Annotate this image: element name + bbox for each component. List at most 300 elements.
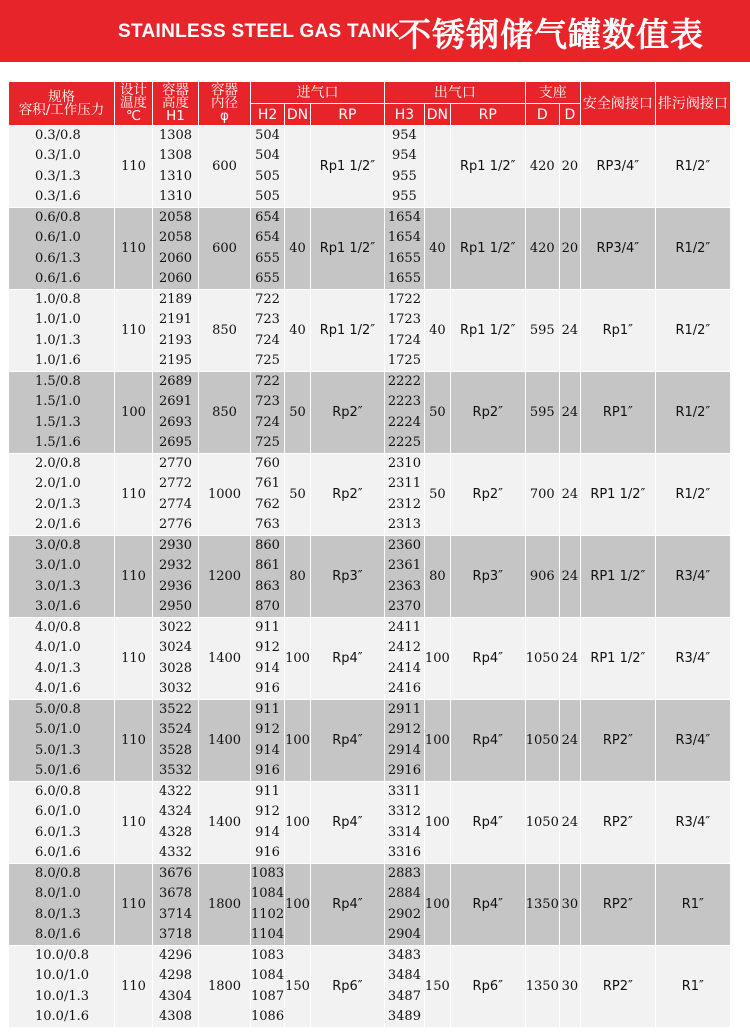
height-h1-cell (153, 700, 199, 782)
table-row (9, 700, 731, 782)
inlet-h2-value: 504 (255, 148, 280, 164)
height-h1-value: 1310 (158, 168, 193, 184)
height-h1-cell (153, 372, 199, 454)
inlet-dn-cell: 150 (285, 946, 311, 1028)
temp-cell: 110 (115, 864, 153, 946)
height-h1-cell (153, 618, 199, 700)
inlet-rp-cell: Rp4″ (310, 618, 384, 700)
spec-value: 1.0/1.0 (35, 312, 81, 328)
support-d2-cell: 30 (559, 864, 580, 946)
drain-port-cell: R3/4″ (655, 782, 730, 864)
support-d1-cell: 1050 (525, 782, 559, 864)
height-h1-value: 2195 (158, 352, 193, 368)
header-height-line3: H1 (166, 108, 185, 124)
outlet-h3-value: 1722 (387, 292, 421, 308)
outlet-dn-cell: 40 (424, 290, 450, 372)
inlet-h2-value: 654 (255, 230, 280, 246)
outlet-h3-value: 1655 (387, 270, 421, 286)
outlet-h3-value: 3483 (387, 948, 421, 964)
temp-cell: 110 (115, 454, 153, 536)
outlet-h3-value: 3489 (387, 1008, 421, 1024)
spec-value: 8.0/1.6 (35, 926, 81, 942)
outlet-h3-value: 3487 (387, 988, 421, 1004)
inlet-h2-cell (251, 208, 285, 290)
outlet-h3-value: 2916 (387, 762, 421, 778)
support-d1-cell: 420 (525, 208, 559, 290)
header-rp-out: RP (450, 104, 525, 126)
spec-value: 0.6/0.8 (35, 210, 81, 226)
safety-port-cell: RP2″ (580, 700, 655, 782)
header-spec (9, 82, 115, 126)
outlet-h3-value: 3314 (387, 824, 421, 840)
inlet-h2-value: 860 (255, 538, 280, 554)
outlet-h3-value: 2312 (387, 496, 421, 512)
outlet-h3-value: 2902 (387, 906, 421, 922)
spec-value: 6.0/0.8 (35, 784, 81, 800)
height-h1-value: 1308 (158, 148, 193, 164)
safety-port-cell: RP3/4″ (580, 208, 655, 290)
inlet-rp-cell: Rp4″ (310, 700, 384, 782)
inlet-dn-cell: 50 (285, 454, 311, 536)
inlet-h2-value: 916 (255, 762, 280, 778)
drain-port-cell: R1/2″ (655, 290, 730, 372)
header-dn-in: DN (285, 104, 311, 126)
height-h1-cell (153, 290, 199, 372)
outlet-rp-cell: Rp6″ (450, 946, 525, 1028)
outlet-h3-value: 1724 (387, 332, 421, 348)
height-h1-value: 4304 (158, 988, 193, 1004)
spec-cell (9, 946, 115, 1028)
height-h1-cell (153, 126, 199, 208)
inlet-h2-value: 724 (255, 332, 280, 348)
outlet-h3-value: 2363 (387, 578, 421, 594)
temp-cell: 110 (115, 126, 153, 208)
spec-value: 6.0/1.3 (35, 824, 81, 840)
diameter-cell: 1800 (199, 946, 251, 1028)
temp-cell: 110 (115, 290, 153, 372)
header-temp-line2: 温度 (120, 95, 147, 111)
height-h1-value: 2693 (158, 414, 193, 430)
diameter-cell: 600 (199, 208, 251, 290)
outlet-h3-value: 2310 (387, 456, 421, 472)
height-h1-value: 3032 (158, 680, 193, 696)
height-h1-value: 3524 (158, 722, 193, 738)
inlet-h2-cell (251, 290, 285, 372)
inlet-rp-cell: Rp3″ (310, 536, 384, 618)
header-h3: H3 (384, 104, 424, 126)
inlet-h2-value: 1102 (251, 906, 285, 922)
inlet-h2-value: 861 (255, 558, 280, 574)
inlet-rp-cell: Rp2″ (310, 454, 384, 536)
support-d2-cell: 24 (559, 372, 580, 454)
inlet-h2-value: 505 (255, 168, 280, 184)
inlet-dn-cell: 100 (285, 864, 311, 946)
inlet-h2-value: 914 (255, 660, 280, 676)
height-h1-value: 3676 (158, 866, 193, 882)
safety-port-cell: RP1″ (580, 372, 655, 454)
height-h1-value: 3024 (158, 640, 193, 656)
drain-port-cell: R3/4″ (655, 536, 730, 618)
spec-value: 5.0/0.8 (35, 702, 81, 718)
inlet-dn-cell: 100 (285, 618, 311, 700)
support-d2-cell: 24 (559, 782, 580, 864)
outlet-h3-cell (384, 782, 424, 864)
outlet-dn-cell: 40 (424, 208, 450, 290)
spec-value: 0.3/1.0 (35, 148, 81, 164)
inlet-h2-value: 762 (255, 496, 280, 512)
height-h1-value: 3532 (158, 762, 193, 778)
height-h1-value: 2932 (158, 558, 193, 574)
inlet-h2-value: 760 (255, 456, 280, 472)
spec-cell (9, 782, 115, 864)
outlet-h3-value: 2412 (387, 640, 421, 656)
safety-port-cell: Rp1″ (580, 290, 655, 372)
inlet-rp-cell: Rp1 1/2″ (310, 290, 384, 372)
inlet-h2-value: 722 (255, 292, 280, 308)
header-spec-line1: 规格 (48, 88, 75, 105)
outlet-h3-value: 954 (392, 148, 417, 164)
inlet-h2-value: 1084 (251, 886, 285, 902)
spec-value: 6.0/1.6 (35, 844, 81, 860)
height-h1-cell (153, 946, 199, 1028)
header-diameter-line2: 内径 (211, 95, 238, 111)
support-d2-cell: 24 (559, 536, 580, 618)
height-h1-value: 2060 (158, 250, 193, 266)
safety-port-cell: RP1 1/2″ (580, 536, 655, 618)
spec-value: 0.3/1.6 (35, 188, 81, 204)
header-inlet: 进气口 (251, 82, 385, 104)
spec-value: 1.5/0.8 (35, 374, 81, 390)
inlet-rp-cell: Rp1 1/2″ (310, 126, 384, 208)
inlet-dn-cell: 40 (285, 208, 311, 290)
outlet-dn-cell: 100 (424, 700, 450, 782)
inlet-h2-value: 870 (255, 598, 280, 614)
temp-cell: 100 (115, 372, 153, 454)
outlet-h3-value: 2223 (387, 394, 421, 410)
height-h1-value: 4328 (158, 824, 193, 840)
drain-port-cell: R1/2″ (655, 454, 730, 536)
outlet-h3-value: 2222 (387, 374, 421, 390)
outlet-h3-value: 3484 (387, 968, 421, 984)
header-temp-line1: 设计 (120, 82, 147, 98)
table-row (9, 290, 731, 372)
inlet-h2-value: 911 (255, 620, 280, 636)
inlet-h2-value: 725 (255, 434, 280, 450)
outlet-h3-value: 1723 (387, 312, 421, 328)
outlet-h3-cell (384, 126, 424, 208)
header-drain: 排污阀接口 (655, 82, 730, 126)
spec-value: 5.0/1.0 (35, 722, 81, 738)
height-h1-value: 4308 (158, 1008, 193, 1024)
spec-value: 8.0/1.0 (35, 886, 81, 902)
drain-port-cell: R1/2″ (655, 126, 730, 208)
outlet-dn-cell: 50 (424, 454, 450, 536)
support-d1-cell: 595 (525, 372, 559, 454)
diameter-cell: 1200 (199, 536, 251, 618)
outlet-h3-value: 954 (392, 128, 417, 144)
spec-cell (9, 290, 115, 372)
outlet-h3-value: 2224 (387, 414, 421, 430)
support-d2-cell: 20 (559, 208, 580, 290)
height-h1-value: 2689 (158, 374, 193, 390)
inlet-h2-value: 655 (255, 250, 280, 266)
height-h1-value: 2930 (158, 538, 193, 554)
outlet-h3-value: 2416 (387, 680, 421, 696)
height-h1-value: 3028 (158, 660, 193, 676)
spec-value: 4.0/1.3 (35, 660, 81, 676)
inlet-dn-cell: 100 (285, 782, 311, 864)
inlet-rp-cell: Rp4″ (310, 864, 384, 946)
inlet-h2-value: 912 (255, 722, 280, 738)
spec-value: 4.0/0.8 (35, 620, 81, 636)
height-h1-value: 2691 (158, 394, 193, 410)
height-h1-cell (153, 208, 199, 290)
support-d1-cell: 1050 (525, 618, 559, 700)
outlet-h3-value: 2914 (387, 742, 421, 758)
outlet-h3-value: 3316 (387, 844, 421, 860)
spec-value: 4.0/1.6 (35, 680, 81, 696)
height-h1-cell (153, 536, 199, 618)
inlet-dn-cell: 80 (285, 536, 311, 618)
header-temp (115, 82, 153, 126)
drain-port-cell: R1″ (655, 864, 730, 946)
height-h1-value: 4332 (158, 844, 193, 860)
inlet-h2-value: 725 (255, 352, 280, 368)
outlet-h3-value: 3312 (387, 804, 421, 820)
spec-value: 0.6/1.6 (35, 270, 81, 286)
outlet-h3-cell (384, 618, 424, 700)
table-row (9, 618, 731, 700)
support-d2-cell: 24 (559, 454, 580, 536)
inlet-dn-cell: 100 (285, 700, 311, 782)
support-d2-cell: 24 (559, 290, 580, 372)
spec-value: 2.0/0.8 (35, 456, 81, 472)
outlet-rp-cell: Rp4″ (450, 782, 525, 864)
header-support: 支座 (525, 82, 580, 104)
spec-value: 1.0/0.8 (35, 292, 81, 308)
spec-value: 5.0/1.3 (35, 742, 81, 758)
table-row (9, 946, 731, 1028)
inlet-dn-cell: 50 (285, 372, 311, 454)
inlet-h2-value: 1086 (251, 1008, 285, 1024)
spec-value: 3.0/1.0 (35, 558, 81, 574)
height-h1-value: 4324 (158, 804, 193, 820)
support-d2-cell: 24 (559, 618, 580, 700)
outlet-dn-cell: 150 (424, 946, 450, 1028)
header-dn-out: DN (424, 104, 450, 126)
spec-value: 1.0/1.6 (35, 352, 81, 368)
height-h1-value: 2189 (158, 292, 193, 308)
temp-cell: 110 (115, 700, 153, 782)
outlet-rp-cell: Rp1 1/2″ (450, 208, 525, 290)
inlet-h2-value: 1083 (251, 866, 285, 882)
inlet-rp-cell: Rp6″ (310, 946, 384, 1028)
temp-cell: 110 (115, 208, 153, 290)
outlet-h3-value: 955 (392, 188, 417, 204)
inlet-h2-value: 654 (255, 210, 280, 226)
header-rp-in: RP (310, 104, 384, 126)
spec-value: 0.3/1.3 (35, 168, 81, 184)
header-spec-line2: 容积/工作压力 (18, 101, 105, 118)
height-h1-value: 3522 (158, 702, 193, 718)
table-row (9, 126, 731, 208)
height-h1-value: 2191 (158, 312, 193, 328)
outlet-rp-cell: Rp1 1/2″ (450, 290, 525, 372)
header-diameter-line3: φ (220, 108, 229, 124)
support-d1-cell: 420 (525, 126, 559, 208)
outlet-h3-value: 2311 (387, 476, 421, 492)
spec-value: 0.6/1.3 (35, 250, 81, 266)
support-d2-cell: 30 (559, 946, 580, 1028)
inlet-h2-cell (251, 782, 285, 864)
outlet-h3-value: 2904 (387, 926, 421, 942)
inlet-rp-cell: Rp1 1/2″ (310, 208, 384, 290)
outlet-h3-value: 3311 (387, 784, 421, 800)
inlet-h2-value: 504 (255, 128, 280, 144)
outlet-h3-value: 2361 (387, 558, 421, 574)
temp-cell: 110 (115, 946, 153, 1028)
inlet-h2-value: 916 (255, 844, 280, 860)
spec-value: 8.0/0.8 (35, 866, 81, 882)
inlet-h2-value: 761 (255, 476, 280, 492)
outlet-dn-cell: 80 (424, 536, 450, 618)
spec-value: 2.0/1.0 (35, 476, 81, 492)
outlet-rp-cell: Rp4″ (450, 618, 525, 700)
height-h1-value: 4322 (158, 784, 193, 800)
spec-value: 3.0/0.8 (35, 538, 81, 554)
header-safety: 安全阀接口 (580, 82, 655, 126)
header-height (153, 82, 199, 126)
support-d1-cell: 1350 (525, 946, 559, 1028)
spec-value: 3.0/1.3 (35, 578, 81, 594)
spec-value: 5.0/1.6 (35, 762, 81, 778)
height-h1-cell (153, 864, 199, 946)
spec-table (8, 81, 731, 1028)
inlet-h2-value: 911 (255, 702, 280, 718)
inlet-h2-value: 914 (255, 824, 280, 840)
header-height-line2: 高度 (162, 95, 189, 111)
title-chinese: 不锈钢储气罐数值表 (398, 15, 704, 54)
drain-port-cell: R3/4″ (655, 618, 730, 700)
inlet-h2-cell (251, 372, 285, 454)
support-d2-cell: 20 (559, 126, 580, 208)
spec-value: 1.5/1.3 (35, 414, 81, 430)
diameter-cell: 1000 (199, 454, 251, 536)
spec-value: 2.0/1.6 (35, 516, 81, 532)
header-temp-line3: ℃ (125, 108, 142, 124)
outlet-h3-value: 2414 (387, 660, 421, 676)
safety-port-cell: RP2″ (580, 864, 655, 946)
table-row (9, 536, 731, 618)
inlet-h2-value: 724 (255, 414, 280, 430)
support-d1-cell: 1050 (525, 700, 559, 782)
height-h1-value: 2193 (158, 332, 193, 348)
table-row (9, 454, 731, 536)
height-h1-value: 2774 (158, 496, 193, 512)
support-d2-cell: 24 (559, 700, 580, 782)
height-h1-value: 2776 (158, 516, 193, 532)
height-h1-value: 2936 (158, 578, 193, 594)
header-h2: H2 (251, 104, 285, 126)
inlet-h2-cell (251, 126, 285, 208)
height-h1-value: 1308 (158, 128, 193, 144)
inlet-h2-value: 1087 (251, 988, 285, 1004)
outlet-h3-cell (384, 700, 424, 782)
outlet-h3-value: 1655 (387, 250, 421, 266)
outlet-h3-cell (384, 372, 424, 454)
diameter-cell: 850 (199, 290, 251, 372)
support-d1-cell: 595 (525, 290, 559, 372)
height-h1-value: 4298 (158, 968, 193, 984)
diameter-cell: 600 (199, 126, 251, 208)
spec-cell (9, 126, 115, 208)
spec-cell (9, 208, 115, 290)
title-english: STAINLESS STEEL GAS TANK (118, 21, 400, 42)
outlet-dn-cell: 100 (424, 782, 450, 864)
table-row (9, 782, 731, 864)
temp-cell: 110 (115, 618, 153, 700)
title-banner (0, 0, 750, 62)
outlet-rp-cell: Rp2″ (450, 372, 525, 454)
height-h1-cell (153, 782, 199, 864)
outlet-h3-value: 2883 (387, 866, 421, 882)
spec-value: 6.0/1.0 (35, 804, 81, 820)
outlet-h3-value: 1654 (387, 230, 421, 246)
spec-value: 3.0/1.6 (35, 598, 81, 614)
height-h1-cell (153, 454, 199, 536)
inlet-h2-value: 912 (255, 640, 280, 656)
outlet-h3-value: 1654 (387, 210, 421, 226)
outlet-dn-cell: 100 (424, 864, 450, 946)
height-h1-value: 2770 (158, 456, 193, 472)
height-h1-value: 3022 (158, 620, 193, 636)
spec-value: 1.0/1.3 (35, 332, 81, 348)
spec-value: 4.0/1.0 (35, 640, 81, 656)
inlet-h2-value: 723 (255, 394, 280, 410)
header-diameter-line1: 容器 (211, 82, 238, 98)
table-row (9, 864, 731, 946)
temp-cell: 110 (115, 536, 153, 618)
drain-port-cell: R1/2″ (655, 372, 730, 454)
spec-value: 0.3/0.8 (35, 128, 81, 144)
header-d2: D (559, 104, 580, 126)
spec-value: 0.6/1.0 (35, 230, 81, 246)
safety-port-cell: RP1 1/2″ (580, 618, 655, 700)
inlet-h2-cell (251, 618, 285, 700)
outlet-h3-cell (384, 454, 424, 536)
outlet-rp-cell: Rp4″ (450, 700, 525, 782)
spec-value: 10.0/1.3 (35, 988, 89, 1004)
outlet-dn-cell: 100 (424, 618, 450, 700)
diameter-cell: 1800 (199, 864, 251, 946)
outlet-h3-cell (384, 208, 424, 290)
inlet-h2-value: 655 (255, 270, 280, 286)
outlet-h3-value: 2360 (387, 538, 421, 554)
safety-port-cell: RP2″ (580, 946, 655, 1028)
inlet-rp-cell: Rp4″ (310, 782, 384, 864)
inlet-h2-cell (251, 864, 285, 946)
table-body (9, 126, 731, 1028)
height-h1-value: 2060 (158, 270, 193, 286)
safety-port-cell: RP2″ (580, 782, 655, 864)
spec-value: 8.0/1.3 (35, 906, 81, 922)
inlet-h2-value: 505 (255, 188, 280, 204)
inlet-h2-cell (251, 700, 285, 782)
spec-cell (9, 864, 115, 946)
height-h1-value: 4296 (158, 948, 193, 964)
inlet-dn-cell (285, 126, 311, 208)
inlet-rp-cell: Rp2″ (310, 372, 384, 454)
